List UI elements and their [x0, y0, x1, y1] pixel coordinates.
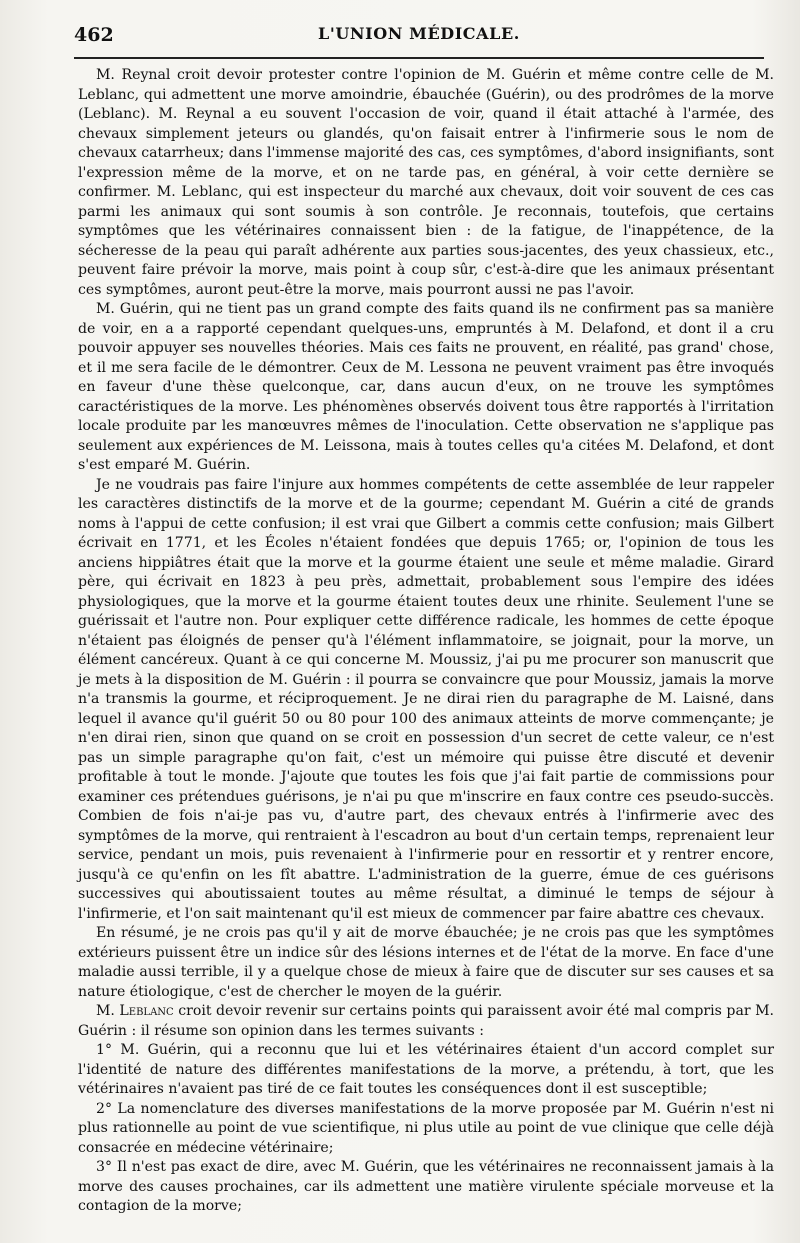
- paragraph: 1° M. Guérin, qui a reconnu que lui et les vétérinaires étaient d'un accord complet sur l'identité de nature des différentes manifestations de la morve, a prétendu, à tort, que les vétérinaires n'avaient pas tiré de ce fait toutes les conséquences dont il est susceptible;: [78, 1042, 774, 1097]
- paragraph: [78, 1002, 774, 1041]
- paragraph: 2° La nomenclature des diverses manifestations de la morve proposée par M. Guérin n'est ni plus rationnelle au point de vue scientifique, ni plus utile au point de vue clinique que celle déjà consacrée en médecine vétérinaire;: [78, 1100, 774, 1156]
- paragraph: M. Guérin, qui ne tient pas un grand compte des faits quand ils ne confirment pas sa manière de voir, en a a rapporté cependant quelques-uns, empruntés à M. Delafond, et dont il a cru pouvoir appuyer ses nouvelles théories. Mais ces faits ne prouvent, en réalité, pas grand' chose, et il me sera facile de le démontrer. Ceux de M. Lessona ne peuvent vraiment pas être invoqués en faveur d'une thèse quelconque, car, dans aucun d'eux, on ne trouve les symptômes caractéristiques de la morve. Les phénomènes observés doivent tous être rapportés à l'irritation locale produite par les manœuvres mêmes de l'inoculation. Cette observation ne s'applique pas seulement aux expériences de M. Leissona, mais à toutes celles qu'a citées M. Delafond, et dont s'est emparé M. Guérin.: [78, 301, 774, 473]
- paragraph: 3° Il n'est pas exact de dire, avec M. Guérin, que les vétérinaires ne reconnaissent jamais à la morve des causes prochaines, car ils admettent une matière virulente spéciale morveuse et la contagion de la morve;: [78, 1159, 774, 1214]
- speaker-name: M. Leblanc: [96, 1003, 174, 1019]
- paragraph: En résumé, je ne crois pas qu'il y ait de morve ébauchée; je ne crois pas que les symptômes extérieurs puissent être un indice sûr des lésions internes et de l'état de la morve. En face d'une maladie aussi terrible, il y a quelque chose de mieux à faire que de discuter sur ses causes et sa nature étiologique, c'est de chercher le moyen de la guérir.: [78, 925, 774, 1000]
- paragraph: M. Reynal croit devoir protester contre l'opinion de M. Guérin et même contre celle de M. Leblanc, qui admettent une morve amoindrie, ébauchée (Guérin), ou des prodrômes de la morve (Leblanc). M. Reynal a eu souvent l'occasion de voir, quand il était attaché à l'armée, des chevaux simplement jeteurs ou glandés, qu'on faisait entrer à l'infirmerie sous le nom de chevaux catarrheux; dans l'immense majorité des cas, ces symptômes, d'abord insignifiants, sont l'expression même de la morve, et on ne tarde pas, en général, à voir cette dernière se confirmer. M. Leblanc, qui est inspecteur du marché aux chevaux, doit voir souvent de ces cas parmi les animaux qui sont soumis à son contrôle. Je reconnais, toutefois, que certains symptômes que les vétérinaires connaissent bien : de la fatigue, de l'inappétence, de la sécheresse de la peau qui paraît adhérente aux parties sous-jacentes, des yeux chassieux, etc., peuvent faire prévoir la morve, mais point à coup sûr, c'est-à-dire que les animaux présentant ces symptômes, auront peut-être la morve, mais pourront aussi ne pas l'avoir.: [78, 67, 774, 298]
- paragraph-text: croit devoir revenir sur certains points qui paraissent avoir été mal compris par M. Guérin : il résume son opinion dans les termes suivants :: [78, 1003, 774, 1039]
- header-rule: [74, 57, 764, 59]
- page-number: 462: [74, 24, 114, 46]
- paragraph: Je ne voudrais pas faire l'injure aux hommes compétents de cette assemblée de leur rappeler les caractères distinctifs de la morve et de la gourme; cependant M. Guérin a cité de grands noms à l'appui de cette confusion; il est vrai que Gilbert a commis cette confusion; mais Gilbert écrivait en 1771, et les Écoles n'étaient fondées que depuis 1765; or, l'opinion de tous les anciens hippiâtres était que la morve et la gourme étaient une seule et même maladie. Girard père, qui écrivait en 1823 à peu près, admettait, probablement sous l'empire des idées physiologiques, que la morve et la gourme étaient toutes deux une rhinite. Seulement l'une se guérissait et l'autre non. Pour expliquer cette différence radicale, les hommes de cette époque n'étaient pas éloignés de penser qu'à l'élément inflammatoire, se joignait, pour la morve, un élément cancéreux. Quant à ce qui concerne M. Moussiz, j'ai pu me procurer son manuscrit que je mets à la disposition de M. Guérin : il pourra se convaincre que pour Moussiz, jamais la morve n'a transmis la gourme, et réciproquement. Je ne dirai rien du paragraphe de M. Laisné, dans lequel il avance qu'il guérit 50 ou 80 pour 100 des animaux atteints de morve commençante; je n'en dirai rien, sinon que quand on se croit en possession d'un secret de cette valeur, ce n'est pas un simple paragraphe qu'on fait, c'est un mémoire qui puisse être discuté et devenir profitable à tout le monde. J'ajoute que toutes les fois que j'ai fait partie de commissions pour examiner ces prétendues guérisons, je n'ai pu que m'inscrire en faux contre ces pseudo-succès. Combien de fois n'ai-je pas vu, d'autre part, des chevaux entrés à l'infirmerie avec des symptômes de la morve, qui rentraient à l'escadron au bout d'un certain temps, reprenaient leur service, pendant un mois, puis revenaient à l'infirmerie pour en ressortir et y rentrer encore, jusqu'à ce qu'enfin on les fît abattre. L'administration de la guerre, émue de ces guérisons successives qui aboutissaient toutes au même résultat, a diminué le temps de séjour à l'infirmerie, et l'on sait maintenant qu'il est mieux de commencer par faire abattre ces chevaux.: [78, 476, 774, 922]
- page-header: [74, 24, 764, 50]
- running-title: L'UNION MÉDICALE.: [318, 24, 520, 43]
- body-text: [78, 66, 774, 1217]
